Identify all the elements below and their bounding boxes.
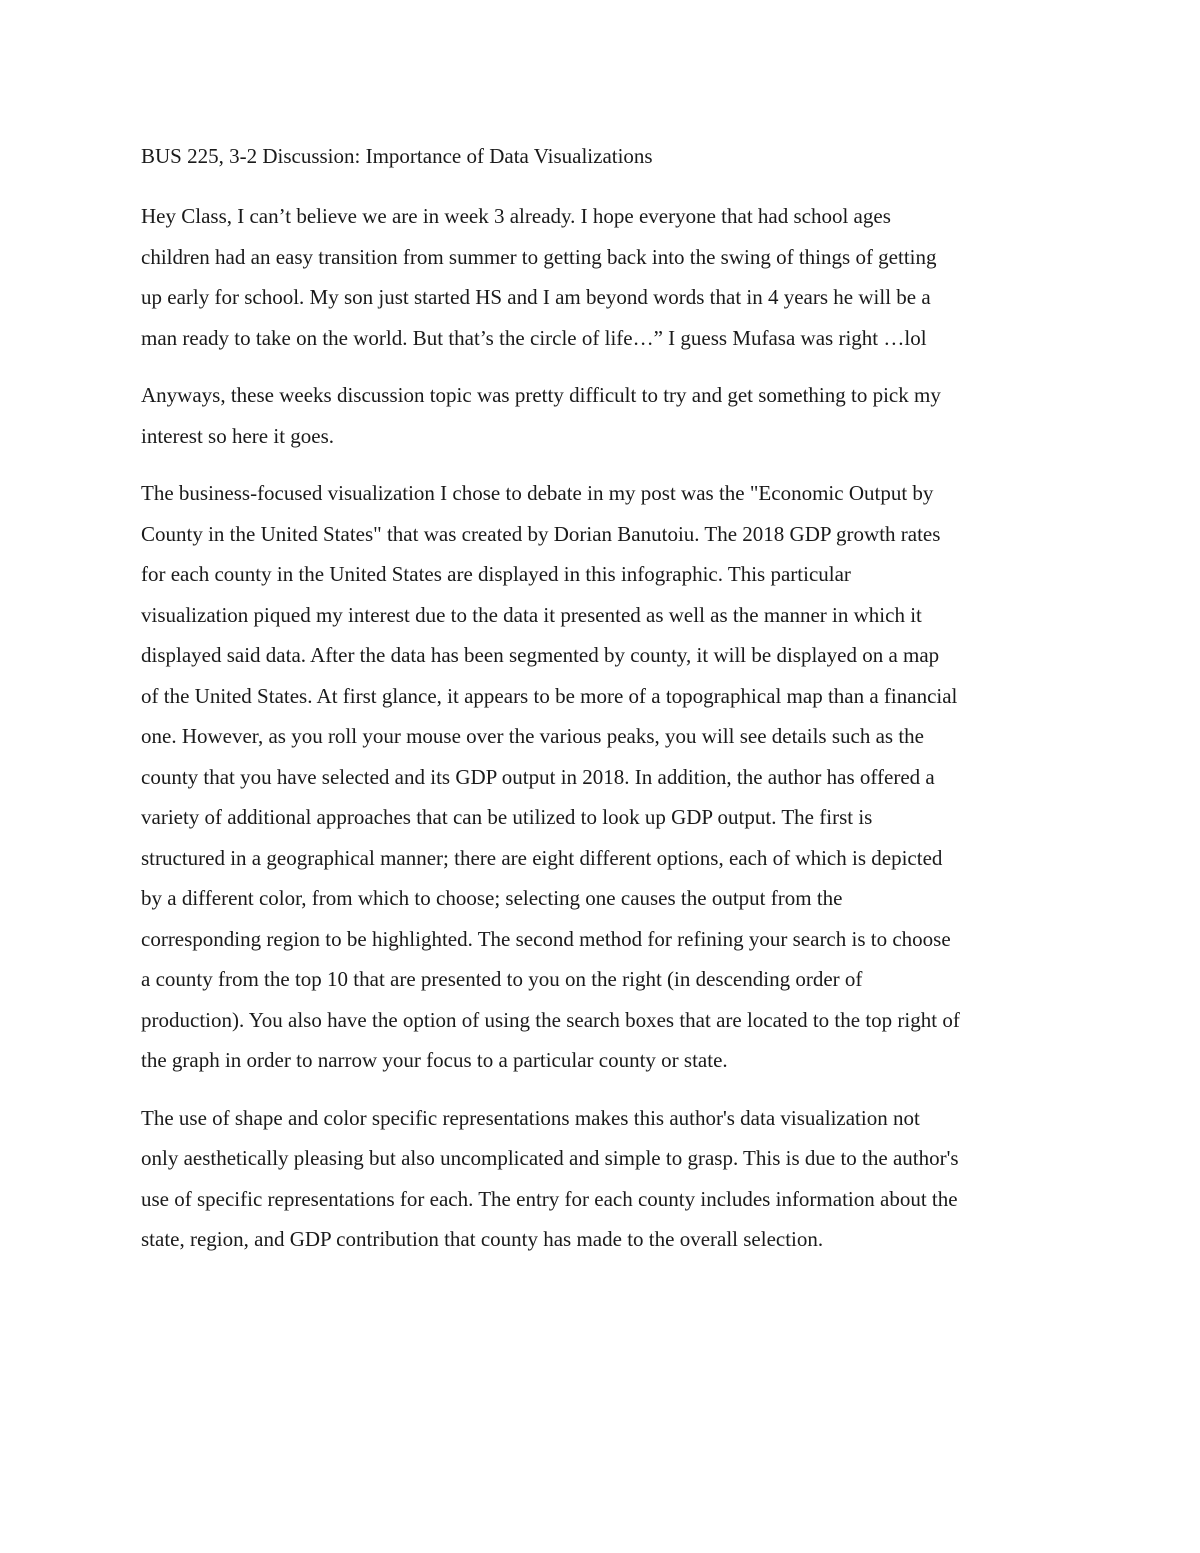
paragraph-intro: Hey Class, I can’t believe we are in week 3 already. I hope everyone that had school ages children had an easy transition from summer to getting back into the swing of things of getting up early for school. My son just started HS and I am beyond words that in 4 years he will be a man ready to take on the world. But that’s the circle of life…” I guess Mufasa was right …lol xyxy=(141,204,937,350)
paragraph-topic: Anyways, these weeks discussion topic was pretty difficult to try and get something to pick my interest so here it goes. xyxy=(141,383,941,448)
paragraph-visualization: The business-focused visualization I chose to debate in my post was the "Economic Output by County in the United States" that was created by Dorian Banutoiu. The 2018 GDP growth rates for each county in the United States are displayed in this infographic. This particular visualization piqued my interest due to the data it presented as well as the manner in which it displayed said data. After the data has been segmented by county, it will be displayed on a map of the United States. At first glance, it appears to be more of a topographical map than a financial one. However, as you roll your mouse over the various peaks, you will see details such as the county that you have selected and its GDP output in 2018. In addition, the author has offered a variety of additional approaches that can be utilized to look up GDP output. The first is structured in a geographical manner; there are eight different options, each of which is depicted by a different color, from which to choose; selecting one causes the output from the corresponding region to be highlighted. The second method for refining your search is to choose a county from the top 10 that are presented to you on the right (in descending order of production). You also have the option of using the search boxes that are located to the top right of the graph in order to narrow your focus to a particular county or state. xyxy=(141,481,960,1072)
document-page xyxy=(141,136,1066,1277)
paragraph-conclusion: The use of shape and color specific representations makes this author's data visualization not only aesthetically pleasing but also uncomplicated and simple to grasp. This is due to the author's use of specific representations for each. The entry for each county includes information about the state, region, and GDP contribution that county has made to the overall selection. xyxy=(141,1105,959,1251)
document-title: BUS 225, 3-2 Discussion: Importance of Data Visualizations xyxy=(141,144,653,168)
